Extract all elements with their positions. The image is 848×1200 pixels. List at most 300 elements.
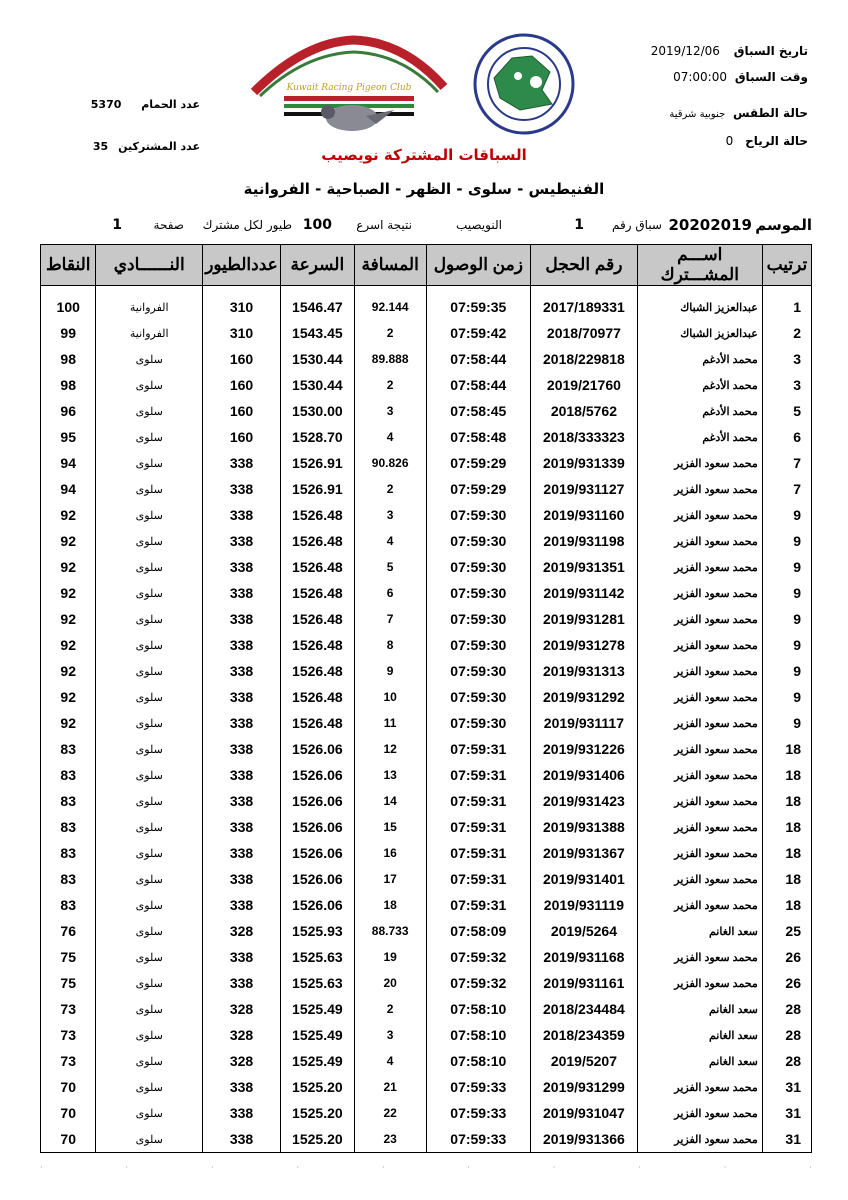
- club-cell: سلوى: [96, 762, 203, 788]
- weather-line: [669, 106, 808, 120]
- race-time-label: وقت السباق: [734, 70, 808, 84]
- birds-count-cell: 328: [203, 996, 281, 1022]
- ring-number-cell: 2019/21760: [531, 372, 638, 398]
- participant-cell: سعد الغانم: [637, 1022, 762, 1048]
- table-row: [41, 866, 812, 892]
- participant-cell: سعد الغانم: [637, 1048, 762, 1074]
- participant-cell: محمد الأدغم: [637, 346, 762, 372]
- points-cell: 92: [41, 554, 96, 580]
- participant-cell: محمد سعود الفزير: [637, 476, 762, 502]
- participant-cell: عبدالعزيز الشباك: [637, 294, 762, 320]
- speed-cell: 1525.20: [280, 1100, 354, 1126]
- col-points: النقاط: [41, 245, 96, 286]
- distance-cell: 18: [354, 892, 426, 918]
- table-row: [41, 1074, 812, 1100]
- speed-cell: 1526.48: [280, 632, 354, 658]
- ring-number-cell: 2019/931168: [531, 944, 638, 970]
- points-cell: 94: [41, 450, 96, 476]
- participant-cell: محمد سعود الفزير: [637, 1074, 762, 1100]
- birds-count-cell: 338: [203, 788, 281, 814]
- speed-cell: 1525.63: [280, 970, 354, 996]
- distance-cell: 92.144: [354, 294, 426, 320]
- birds-count-cell: 160: [203, 398, 281, 424]
- distance-cell: 9: [354, 658, 426, 684]
- points-cell: 92: [41, 502, 96, 528]
- club-cell: سلوى: [96, 372, 203, 398]
- distance-cell: 22: [354, 1100, 426, 1126]
- participant-cell: محمد سعود الفزير: [637, 710, 762, 736]
- distance-cell: 5: [354, 554, 426, 580]
- table-row: [41, 788, 812, 814]
- club-cell: سلوى: [96, 424, 203, 450]
- points-cell: 83: [41, 814, 96, 840]
- points-cell: 73: [41, 1048, 96, 1074]
- distance-cell: 3: [354, 502, 426, 528]
- arrival-time-cell: 07:59:33: [426, 1100, 531, 1126]
- club-cell: سلوى: [96, 996, 203, 1022]
- birds-count-cell: 338: [203, 1100, 281, 1126]
- table-body: [41, 286, 812, 1153]
- arrival-time-cell: 07:59:33: [426, 1074, 531, 1100]
- arrival-time-cell: 07:58:09: [426, 918, 531, 944]
- birds-count-cell: 338: [203, 1074, 281, 1100]
- rank-cell: 25: [762, 918, 811, 944]
- speed-cell: 1526.48: [280, 502, 354, 528]
- ring-number-cell: 2019/931161: [531, 970, 638, 996]
- arrival-time-cell: 07:58:44: [426, 346, 531, 372]
- rank-cell: 2: [762, 320, 811, 346]
- table-row: [41, 710, 812, 736]
- race-time-value: 07:00:00: [673, 70, 727, 84]
- club-cell: سلوى: [96, 1100, 203, 1126]
- distance-cell: 90.826: [354, 450, 426, 476]
- ring-number-cell: 2018/70977: [531, 320, 638, 346]
- season-value: 20202019: [668, 216, 752, 234]
- table-row: [41, 372, 812, 398]
- club-logo-icon: [244, 32, 454, 140]
- club-cell: الفروانية: [96, 294, 203, 320]
- table-row: [41, 476, 812, 502]
- participant-cell: عبدالعزيز الشباك: [637, 320, 762, 346]
- distance-cell: 14: [354, 788, 426, 814]
- rank-cell: 18: [762, 736, 811, 762]
- ring-number-cell: 2019/5207: [531, 1048, 638, 1074]
- rank-cell: 6: [762, 424, 811, 450]
- col-rank: ترتيب: [762, 245, 811, 286]
- speed-cell: 1526.06: [280, 762, 354, 788]
- rank-cell: 26: [762, 944, 811, 970]
- points-cell: 76: [41, 918, 96, 944]
- club-cell: سلوى: [96, 346, 203, 372]
- col-ring: رقم الحجل: [531, 245, 638, 286]
- fastest-count: 100: [302, 217, 332, 233]
- arrival-time-cell: 07:59:30: [426, 684, 531, 710]
- rank-cell: 18: [762, 866, 811, 892]
- table-row: [41, 398, 812, 424]
- speed-cell: 1526.48: [280, 606, 354, 632]
- table-row: [41, 632, 812, 658]
- arrival-time-cell: 07:58:10: [426, 996, 531, 1022]
- participant-cell: محمد سعود الفزير: [637, 502, 762, 528]
- club-cell: سلوى: [96, 580, 203, 606]
- col-participant: اســـم المشـــترك: [637, 245, 762, 286]
- club-cell: سلوى: [96, 736, 203, 762]
- federation-logo-icon: [472, 32, 576, 136]
- participant-cell: محمد سعود الفزير: [637, 450, 762, 476]
- results-table: [40, 244, 812, 1153]
- arrival-time-cell: 07:59:30: [426, 502, 531, 528]
- arrival-time-cell: 07:59:30: [426, 632, 531, 658]
- ring-number-cell: 2019/931406: [531, 762, 638, 788]
- table-row: [41, 580, 812, 606]
- speed-cell: 1525.20: [280, 1126, 354, 1153]
- birds-count-cell: 338: [203, 1126, 281, 1153]
- points-cell: 83: [41, 840, 96, 866]
- col-birds: عددالطيور: [203, 245, 281, 286]
- birds-count-cell: 338: [203, 840, 281, 866]
- points-cell: 75: [41, 970, 96, 996]
- points-cell: 70: [41, 1074, 96, 1100]
- participant-cell: محمد سعود الفزير: [637, 684, 762, 710]
- pigeons-value: 5370: [90, 98, 122, 111]
- table-row: [41, 944, 812, 970]
- page-label: صفحة: [153, 218, 184, 232]
- participant-cell: محمد سعود الفزير: [637, 944, 762, 970]
- ring-number-cell: 2019/931127: [531, 476, 638, 502]
- ring-number-cell: 2019/931401: [531, 866, 638, 892]
- birds-count-cell: 338: [203, 866, 281, 892]
- speed-cell: 1526.48: [280, 528, 354, 554]
- distance-cell: 3: [354, 1022, 426, 1048]
- table-row: [41, 554, 812, 580]
- speed-cell: 1528.70: [280, 424, 354, 450]
- arrival-time-cell: 07:59:30: [426, 658, 531, 684]
- points-cell: 92: [41, 658, 96, 684]
- participant-cell: سعد الغانم: [637, 918, 762, 944]
- ring-number-cell: 2018/229818: [531, 346, 638, 372]
- table-row: [41, 606, 812, 632]
- points-cell: 92: [41, 684, 96, 710]
- arrival-time-cell: 07:59:31: [426, 840, 531, 866]
- distance-cell: 20: [354, 970, 426, 996]
- ring-number-cell: 2019/931160: [531, 502, 638, 528]
- ring-number-cell: 2019/931226: [531, 736, 638, 762]
- ring-number-cell: 2019/931142: [531, 580, 638, 606]
- arrival-time-cell: 07:59:31: [426, 892, 531, 918]
- ring-number-cell: 2019/931299: [531, 1074, 638, 1100]
- ring-number-cell: 2019/931047: [531, 1100, 638, 1126]
- table-row: [41, 450, 812, 476]
- points-cell: 83: [41, 762, 96, 788]
- speed-cell: 1526.48: [280, 684, 354, 710]
- participant-cell: محمد سعود الفزير: [637, 814, 762, 840]
- speed-cell: 1530.44: [280, 346, 354, 372]
- rank-cell: 9: [762, 554, 811, 580]
- rank-cell: 1: [762, 294, 811, 320]
- birds-count-cell: 338: [203, 814, 281, 840]
- distance-cell: 4: [354, 1048, 426, 1074]
- rank-cell: 31: [762, 1126, 811, 1153]
- table-row: [41, 996, 812, 1022]
- arrival-time-cell: 07:59:31: [426, 866, 531, 892]
- distance-cell: 7: [354, 606, 426, 632]
- speed-cell: 1530.44: [280, 372, 354, 398]
- participants-label: عدد المشتركين: [118, 140, 200, 153]
- weather-label: حالة الطقس: [732, 106, 808, 120]
- race-time-line: [673, 70, 808, 84]
- table-row: [41, 658, 812, 684]
- race-date-label: تاريخ السباق: [733, 44, 808, 58]
- table-row: [41, 814, 812, 840]
- club-cell: سلوى: [96, 1048, 203, 1074]
- birds-count-cell: 338: [203, 502, 281, 528]
- club-cell: سلوى: [96, 684, 203, 710]
- wind-value: 0: [725, 134, 734, 148]
- distance-cell: 2: [354, 476, 426, 502]
- speed-cell: 1526.48: [280, 710, 354, 736]
- table-row: [41, 762, 812, 788]
- table-row: [41, 528, 812, 554]
- rank-cell: 28: [762, 1022, 811, 1048]
- rank-cell: 26: [762, 970, 811, 996]
- distance-cell: 12: [354, 736, 426, 762]
- table-row: [41, 424, 812, 450]
- distance-cell: 16: [354, 840, 426, 866]
- ring-number-cell: 2019/931388: [531, 814, 638, 840]
- participant-cell: محمد سعود الفزير: [637, 970, 762, 996]
- ring-number-cell: 2018/234359: [531, 1022, 638, 1048]
- distance-cell: 4: [354, 528, 426, 554]
- participant-cell: محمد سعود الفزير: [637, 1100, 762, 1126]
- points-cell: 92: [41, 710, 96, 736]
- club-cell: سلوى: [96, 658, 203, 684]
- club-cell: سلوى: [96, 918, 203, 944]
- birds-count-cell: 338: [203, 944, 281, 970]
- distance-cell: 21: [354, 1074, 426, 1100]
- points-cell: 92: [41, 580, 96, 606]
- speed-cell: 1526.48: [280, 658, 354, 684]
- race-date-line: [651, 44, 808, 58]
- birds-count-cell: 338: [203, 762, 281, 788]
- ring-number-cell: 2019/931367: [531, 840, 638, 866]
- club-cell: سلوى: [96, 1022, 203, 1048]
- club-cell: سلوى: [96, 710, 203, 736]
- club-cell: سلوى: [96, 944, 203, 970]
- birds-count-cell: 338: [203, 736, 281, 762]
- speed-cell: 1526.06: [280, 814, 354, 840]
- ring-number-cell: 2019/931281: [531, 606, 638, 632]
- club-cell: سلوى: [96, 840, 203, 866]
- ring-number-cell: 2018/234484: [531, 996, 638, 1022]
- distance-cell: 17: [354, 866, 426, 892]
- pigeons-label: عدد الحمام: [141, 98, 200, 111]
- table-row: [41, 320, 812, 346]
- speed-cell: 1525.49: [280, 1022, 354, 1048]
- table-row: [41, 918, 812, 944]
- rank-cell: 18: [762, 762, 811, 788]
- birds-count-cell: 338: [203, 970, 281, 996]
- arrival-time-cell: 07:59:31: [426, 736, 531, 762]
- arrival-time-cell: 07:59:32: [426, 970, 531, 996]
- points-cell: 96: [41, 398, 96, 424]
- arrival-time-cell: 07:59:30: [426, 554, 531, 580]
- birds-count-cell: 310: [203, 294, 281, 320]
- rank-cell: 9: [762, 528, 811, 554]
- participant-cell: محمد الأدغم: [637, 398, 762, 424]
- speed-cell: 1525.20: [280, 1074, 354, 1100]
- arrival-time-cell: 07:58:45: [426, 398, 531, 424]
- rank-cell: 31: [762, 1100, 811, 1126]
- speed-cell: 1526.06: [280, 840, 354, 866]
- arrival-time-cell: 07:59:31: [426, 762, 531, 788]
- speed-cell: 1526.06: [280, 788, 354, 814]
- col-club: النــــــادي: [96, 245, 203, 286]
- participant-cell: محمد سعود الفزير: [637, 632, 762, 658]
- table-row: [41, 684, 812, 710]
- ring-number-cell: 2019/931351: [531, 554, 638, 580]
- speed-cell: 1526.48: [280, 580, 354, 606]
- arrival-time-cell: 07:59:29: [426, 476, 531, 502]
- birds-count-cell: 338: [203, 658, 281, 684]
- spacer-row: [41, 286, 812, 295]
- footer-dots: · · · · · · · · · ·: [40, 1163, 812, 1172]
- distance-cell: 4: [354, 424, 426, 450]
- rank-cell: 18: [762, 814, 811, 840]
- arrival-time-cell: 07:58:44: [426, 372, 531, 398]
- club-cell: سلوى: [96, 632, 203, 658]
- ring-number-cell: 2019/5264: [531, 918, 638, 944]
- club-cell: سلوى: [96, 866, 203, 892]
- participant-cell: محمد الأدغم: [637, 424, 762, 450]
- distance-cell: 10: [354, 684, 426, 710]
- speed-cell: 1526.48: [280, 554, 354, 580]
- wind-label: حالة الرياح: [745, 134, 808, 148]
- table-row: [41, 1100, 812, 1126]
- result-label: نتيجة اسرع: [356, 218, 412, 232]
- club-cell: سلوى: [96, 1126, 203, 1153]
- distance-cell: 3: [354, 398, 426, 424]
- speed-cell: 1530.00: [280, 398, 354, 424]
- arrival-time-cell: 07:59:29: [426, 450, 531, 476]
- club-cell: سلوى: [96, 970, 203, 996]
- table-row: [41, 1126, 812, 1153]
- speed-cell: 1525.49: [280, 1048, 354, 1074]
- points-cell: 73: [41, 996, 96, 1022]
- birds-count-cell: 160: [203, 372, 281, 398]
- distance-cell: 15: [354, 814, 426, 840]
- birds-count-cell: 310: [203, 320, 281, 346]
- arrival-time-cell: 07:59:42: [426, 320, 531, 346]
- rank-cell: 18: [762, 788, 811, 814]
- club-cell: سلوى: [96, 528, 203, 554]
- points-cell: 70: [41, 1100, 96, 1126]
- table-row: [41, 346, 812, 372]
- arrival-time-cell: 07:59:30: [426, 710, 531, 736]
- col-distance: المسافة: [354, 245, 426, 286]
- distance-cell: 2: [354, 320, 426, 346]
- participant-cell: محمد سعود الفزير: [637, 892, 762, 918]
- arrival-time-cell: 07:59:30: [426, 528, 531, 554]
- distance-cell: 88.733: [354, 918, 426, 944]
- birds-count-cell: 338: [203, 528, 281, 554]
- ring-number-cell: 2019/931339: [531, 450, 638, 476]
- points-cell: 92: [41, 528, 96, 554]
- speed-cell: 1526.06: [280, 866, 354, 892]
- arrival-time-cell: 07:59:32: [426, 944, 531, 970]
- ring-number-cell: 2019/931119: [531, 892, 638, 918]
- points-cell: 83: [41, 892, 96, 918]
- arrival-time-cell: 07:59:31: [426, 814, 531, 840]
- participant-cell: محمد سعود الفزير: [637, 788, 762, 814]
- table-row: [41, 294, 812, 320]
- birds-count-cell: 160: [203, 346, 281, 372]
- rank-cell: 28: [762, 996, 811, 1022]
- club-cell: سلوى: [96, 606, 203, 632]
- speed-cell: 1543.45: [280, 320, 354, 346]
- club-cell: سلوى: [96, 892, 203, 918]
- points-cell: 100: [41, 294, 96, 320]
- table-row: [41, 736, 812, 762]
- season-label: الموسم: [755, 216, 812, 234]
- club-cell: سلوى: [96, 788, 203, 814]
- rank-cell: 9: [762, 502, 811, 528]
- rank-cell: 28: [762, 1048, 811, 1074]
- federation-logo: [472, 32, 576, 136]
- birds-count-cell: 338: [203, 554, 281, 580]
- participant-cell: محمد سعود الفزير: [637, 866, 762, 892]
- table-row: [41, 502, 812, 528]
- ring-number-cell: 2019/931278: [531, 632, 638, 658]
- ring-number-cell: 2019/931313: [531, 658, 638, 684]
- ring-number-cell: 2019/931366: [531, 1126, 638, 1153]
- arrival-time-cell: 07:59:33: [426, 1126, 531, 1153]
- rank-cell: 3: [762, 372, 811, 398]
- distance-cell: 6: [354, 580, 426, 606]
- club-cell: سلوى: [96, 476, 203, 502]
- participant-cell: محمد الأدغم: [637, 372, 762, 398]
- rank-cell: 9: [762, 606, 811, 632]
- ring-number-cell: 2019/931198: [531, 528, 638, 554]
- table-row: [41, 892, 812, 918]
- distance-cell: 11: [354, 710, 426, 736]
- birds-count-cell: 338: [203, 710, 281, 736]
- table-row: [41, 970, 812, 996]
- table-header-row: [41, 245, 812, 286]
- col-speed: السرعة: [280, 245, 354, 286]
- arrival-time-cell: 07:58:10: [426, 1022, 531, 1048]
- participant-cell: محمد سعود الفزير: [637, 528, 762, 554]
- race-number-label: سباق رقم: [612, 218, 662, 232]
- distance-cell: 2: [354, 996, 426, 1022]
- club-cell: الفروانية: [96, 320, 203, 346]
- speed-cell: 1526.91: [280, 476, 354, 502]
- points-cell: 99: [41, 320, 96, 346]
- page-title: السباقات المشتركة نويصيب: [321, 146, 527, 164]
- ring-number-cell: 2018/5762: [531, 398, 638, 424]
- birds-count-cell: 338: [203, 606, 281, 632]
- participant-cell: محمد سعود الفزير: [637, 736, 762, 762]
- points-cell: 94: [41, 476, 96, 502]
- distance-cell: 23: [354, 1126, 426, 1153]
- participant-cell: سعد الغانم: [637, 996, 762, 1022]
- club-cell: سلوى: [96, 502, 203, 528]
- arrival-time-cell: 07:59:30: [426, 580, 531, 606]
- rank-cell: 18: [762, 892, 811, 918]
- table-row: [41, 1022, 812, 1048]
- race-date-value: 2019/12/06: [650, 44, 720, 58]
- speed-cell: 1525.49: [280, 996, 354, 1022]
- speed-cell: 1526.06: [280, 736, 354, 762]
